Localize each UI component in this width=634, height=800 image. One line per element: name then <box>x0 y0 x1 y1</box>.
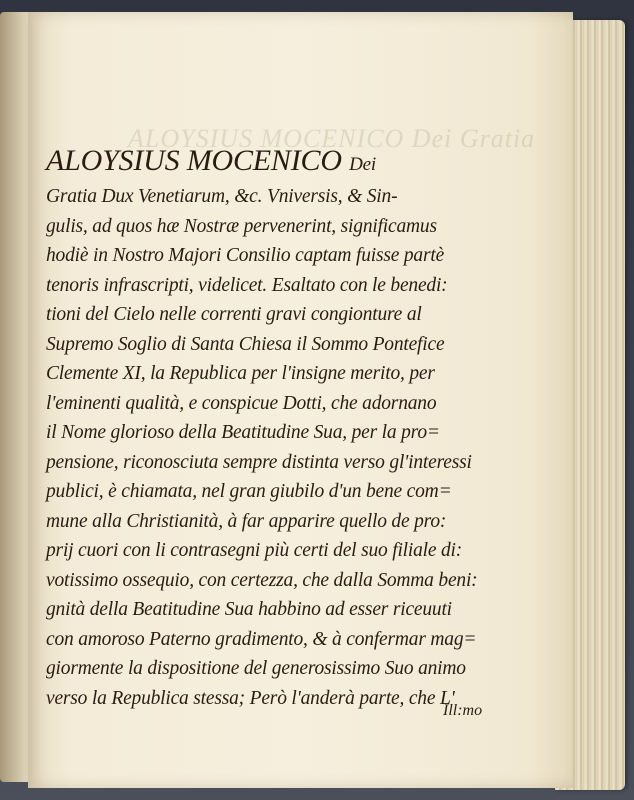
manuscript-text <box>46 140 546 713</box>
text-line: gulis, ad quos hæ Nostræ pervenerint, significamus <box>46 215 437 237</box>
text-line: con amoroso Paterno gradimento, & à confermar mag= <box>46 628 477 650</box>
text-line: gnità della Beatitudine Sua habbino ad esser riceuuti <box>46 599 452 620</box>
text-line: Supremo Soglio di Santa Chiesa il Sommo Pontefice <box>46 333 445 355</box>
text-line: votissimo ossequio, con certezza, che dalla Somma beni: <box>46 569 478 591</box>
text-line: il Nome glorioso della Beatitudine Sua, per la pro= <box>46 422 440 443</box>
text-line: tioni del Cielo nelle correnti gravi congionture al <box>46 304 422 325</box>
title-name: ALOYSIUS MOCENICO <box>46 144 342 177</box>
text-line: hodiè in Nostro Majori Consilio captam fuisse partè <box>46 245 445 266</box>
text-line: tenoris infrascripti, videlicet. Esaltato con le benedi: <box>46 274 448 296</box>
text-line: l'eminenti qualità, e conspicue Dotti, che adornano <box>46 392 437 414</box>
text-line: prij cuori con li contrasegni più certi del suo filiale di: <box>46 540 463 561</box>
text-line: giormente la dispositione del generosissimo Suo animo <box>46 658 466 679</box>
text-line: Gratia Dux Venetiarum, &c. Vniversis, & Sin- <box>46 186 398 207</box>
text-line: verso la Republica stessa; Però l'anderà parte, che L' <box>46 687 455 709</box>
text-line: mune alla Christianità, à far apparire quello de pro: <box>46 510 447 532</box>
catchword: Ill:mo <box>443 702 483 719</box>
title-tail: Dei <box>349 154 376 175</box>
title-line <box>46 140 546 182</box>
manuscript-page <box>28 12 573 788</box>
text-line: Clemente XI, la Republica per l'insigne merito, per <box>46 363 435 384</box>
bleed-through-text: ALOYSIUS MOCENICO Dei Gratia <box>128 124 536 153</box>
text-line: publici, è chiamata, nel gran giubilo d'un bene com= <box>46 481 452 502</box>
text-line: pensione, riconosciuta sempre distinta verso gl'interessi <box>46 451 472 473</box>
